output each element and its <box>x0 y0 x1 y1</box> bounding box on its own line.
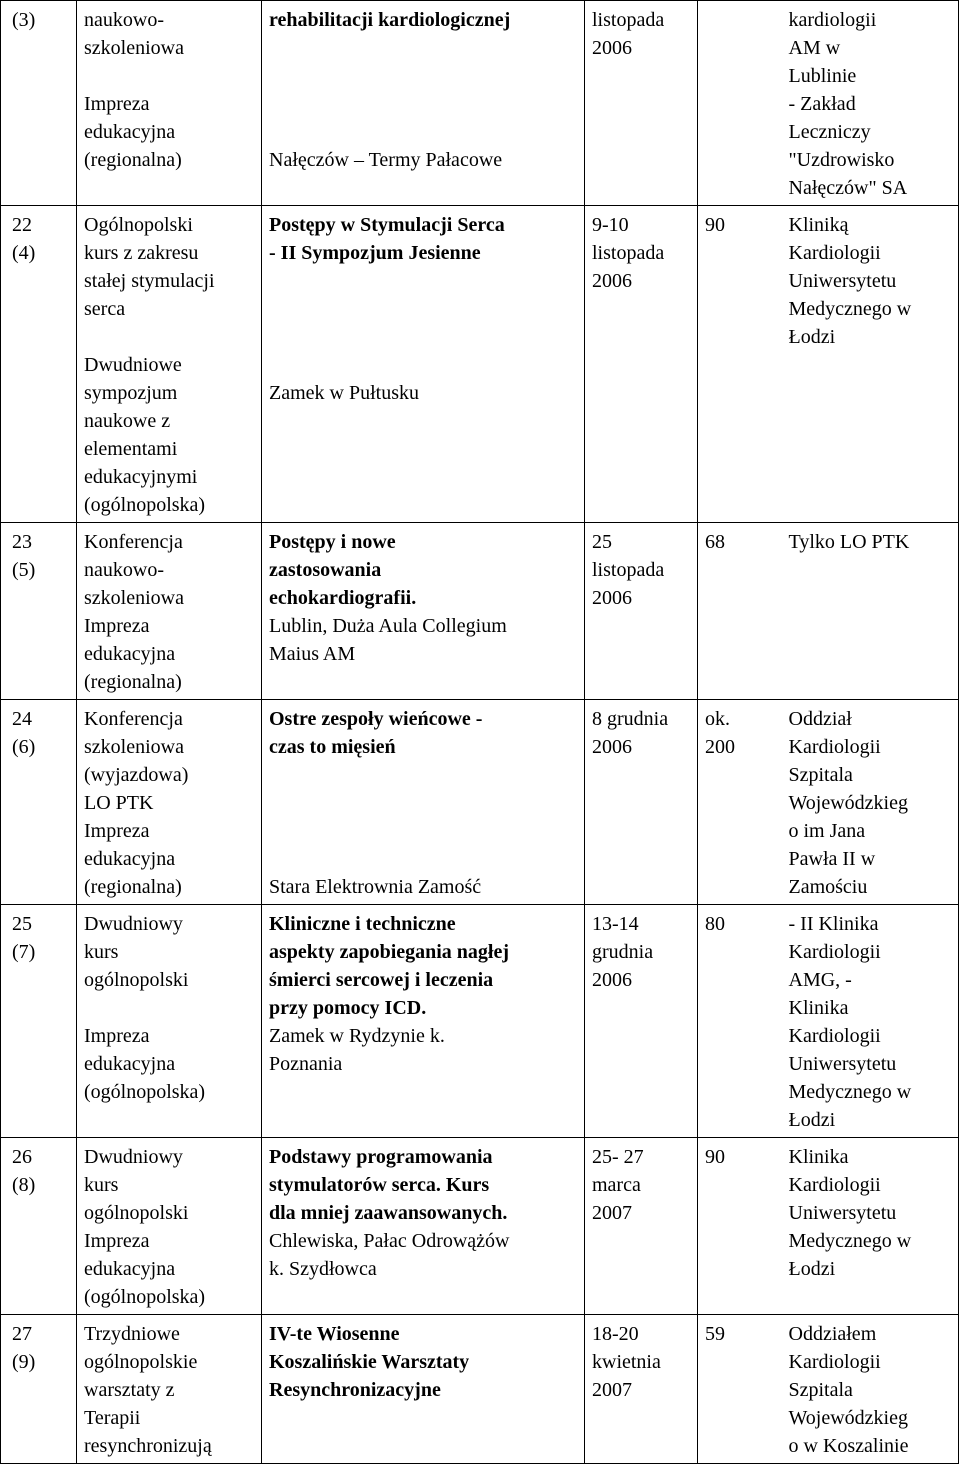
event-type: (regionalna) <box>84 671 182 693</box>
event-date: 2007 <box>592 1379 632 1401</box>
event-date: 2006 <box>592 969 632 991</box>
organizer: Tylko LO PTK <box>788 531 910 553</box>
participant-count: 80 <box>705 913 725 935</box>
event-place: k. Szydłowca <box>269 1258 377 1280</box>
event-type: (ogólnopolska) <box>84 1286 206 1308</box>
event-number: (4) <box>12 242 36 264</box>
event-number: (6) <box>12 736 36 758</box>
event-number: 27 <box>12 1323 32 1345</box>
organizer-cell <box>782 523 959 700</box>
event-type: (wyjazdowa) <box>84 764 189 786</box>
event-category: edukacyjnymi <box>84 466 198 488</box>
event-title: Koszalińskie Warsztaty <box>269 1351 470 1373</box>
participant-count: ok. 200 <box>705 708 735 758</box>
organizer: Szpitala <box>788 1379 853 1401</box>
event-type-cell <box>77 206 262 523</box>
organizer: Łodzi <box>788 326 836 348</box>
event-type: Dwudniowy <box>84 913 183 935</box>
organizer: Pawła II w <box>788 848 876 870</box>
participant-count: 90 <box>705 214 725 236</box>
organizer: kardiologii <box>788 9 877 31</box>
organizer: Leczniczy <box>788 121 871 143</box>
event-title: czas to mięsień <box>269 736 396 758</box>
organizer: Klinika <box>788 1146 849 1168</box>
organizer: Kardiologii <box>788 736 881 758</box>
organizer: Nałęczów" SA <box>788 177 908 199</box>
event-title: aspekty zapobiegania nagłej <box>269 941 510 963</box>
table-row <box>1 905 959 1138</box>
organizer: Łodzi <box>788 1109 836 1131</box>
line-spacer <box>269 789 578 817</box>
organizer: AMG, - <box>788 969 852 991</box>
event-title: Podstawy programowania <box>269 1146 493 1168</box>
line-spacer <box>269 845 578 873</box>
participant-count-cell <box>698 1138 782 1315</box>
event-type: Impreza <box>84 1230 150 1252</box>
event-type-cell <box>77 700 262 905</box>
event-date-cell <box>585 1138 698 1315</box>
organizer: Klinika <box>788 997 849 1019</box>
organizer: Szpitala <box>788 764 853 786</box>
event-place: Stara Elektrownia Zamość <box>269 876 482 898</box>
event-date: grudnia <box>592 941 654 963</box>
event-date-cell <box>585 206 698 523</box>
event-type: warsztaty z <box>84 1379 175 1401</box>
organizer: Wojewódzkieg <box>788 792 908 814</box>
line-spacer <box>269 323 578 351</box>
event-date-cell <box>585 700 698 905</box>
event-title: IV-te Wiosenne <box>269 1323 400 1345</box>
event-number-cell <box>1 523 77 700</box>
event-type: kurs <box>84 1174 119 1196</box>
participant-count: 68 <box>705 531 725 553</box>
event-date-cell <box>585 1315 698 1464</box>
event-type: ogólnopolskie <box>84 1351 198 1373</box>
event-date-cell <box>585 1 698 206</box>
event-place: Maius AM <box>269 643 356 665</box>
event-type: edukacyjna <box>84 848 176 870</box>
event-type: Terapii <box>84 1407 141 1429</box>
event-place: Lublin, Duża Aula Collegium <box>269 615 507 637</box>
organizer: Zamościu <box>788 876 868 898</box>
line-spacer <box>269 62 578 90</box>
organizer-cell <box>782 1138 959 1315</box>
participant-count-cell <box>698 1315 782 1464</box>
event-title: Ostre zespoły wieńcowe - <box>269 708 483 730</box>
event-number-cell <box>1 206 77 523</box>
event-title-cell <box>262 700 585 905</box>
events-table-body <box>1 1 959 1464</box>
event-date-cell <box>585 905 698 1138</box>
event-place: Chlewiska, Pałac Odrowążów <box>269 1230 510 1252</box>
organizer: Medycznego w <box>788 1230 912 1252</box>
event-title: stymulatorów serca. Kurs <box>269 1174 490 1196</box>
event-title: śmierci sercowej i leczenia <box>269 969 494 991</box>
organizer: "Uzdrowisko <box>788 149 895 171</box>
event-type: Trzydniowe <box>84 1323 180 1345</box>
event-date: 8 grudnia <box>592 708 669 730</box>
event-date: 25- 27 <box>592 1146 644 1168</box>
event-title-cell <box>262 905 585 1138</box>
event-number: (3) <box>12 9 36 31</box>
event-number: 26 <box>12 1146 32 1168</box>
organizer: Kardiologii <box>788 941 881 963</box>
event-type: Impreza <box>84 615 150 637</box>
event-place: Zamek w Pułtusku <box>269 382 419 404</box>
event-category: naukowe z <box>84 410 171 432</box>
event-type: serca <box>84 298 126 320</box>
event-type: kurs z zakresu <box>84 242 199 264</box>
event-date: 13-14 <box>592 913 639 935</box>
line-spacer <box>269 90 578 118</box>
participant-count-cell <box>698 905 782 1138</box>
event-title-cell <box>262 1315 585 1464</box>
event-category: edukacyjna <box>84 121 176 143</box>
event-type: Konferencja <box>84 708 183 730</box>
line-spacer <box>84 323 255 351</box>
event-date: marca <box>592 1174 641 1196</box>
event-title: Kliniczne i techniczne <box>269 913 456 935</box>
organizer: Kardiologii <box>788 242 881 264</box>
event-date: 2006 <box>592 270 632 292</box>
event-type: szkoleniowa <box>84 37 184 59</box>
event-title: Postępy w Stymulacji Serca <box>269 214 505 236</box>
event-type: naukowo- <box>84 9 164 31</box>
table-row <box>1 700 959 905</box>
event-type-cell <box>77 905 262 1138</box>
line-spacer <box>269 34 578 62</box>
event-title: - II Sympozjum Jesienne <box>269 242 481 264</box>
event-number: (9) <box>12 1351 36 1373</box>
event-place: Nałęczów – Termy Pałacowe <box>269 149 503 171</box>
participant-count: 90 <box>705 1146 725 1168</box>
event-type: ogólnopolski <box>84 969 189 991</box>
line-spacer <box>269 761 578 789</box>
participant-count-cell <box>698 523 782 700</box>
table-row <box>1 1315 959 1464</box>
organizer: o w Koszalinie <box>788 1435 909 1457</box>
event-number: 22 <box>12 214 32 236</box>
event-type-cell <box>77 1315 262 1464</box>
table-row <box>1 1138 959 1315</box>
event-title: zastosowania <box>269 559 382 581</box>
participant-count: 59 <box>705 1323 725 1345</box>
event-type: Konferencja <box>84 531 183 553</box>
event-number: 23 <box>12 531 32 553</box>
event-type: naukowo- <box>84 559 164 581</box>
event-title: Resynchronizacyjne <box>269 1379 441 1401</box>
line-spacer <box>269 295 578 323</box>
event-place: Poznania <box>269 1053 343 1075</box>
event-category: Dwudniowe <box>84 354 182 376</box>
event-type-cell <box>77 523 262 700</box>
table-row <box>1 1 959 206</box>
line-spacer <box>269 351 578 379</box>
organizer-cell <box>782 206 959 523</box>
line-spacer <box>269 267 578 295</box>
table-row <box>1 523 959 700</box>
event-type: resynchronizują <box>84 1435 212 1457</box>
event-number: 25 <box>12 913 32 935</box>
event-category: (ogólnopolska) <box>84 494 206 516</box>
organizer-cell <box>782 700 959 905</box>
organizer: Medycznego w <box>788 1081 912 1103</box>
event-category: Impreza <box>84 93 150 115</box>
event-title: przy pomocy ICD. <box>269 997 427 1019</box>
event-type: (regionalna) <box>84 876 182 898</box>
line-spacer <box>84 62 255 90</box>
event-type: edukacyjna <box>84 1258 176 1280</box>
event-date-cell <box>585 523 698 700</box>
organizer-cell <box>782 1315 959 1464</box>
event-date: listopada <box>592 559 665 581</box>
event-title: rehabilitacji kardiologicznej <box>269 9 511 31</box>
event-type: edukacyjna <box>84 643 176 665</box>
event-title-cell <box>262 206 585 523</box>
organizer: Uniwersytetu <box>788 1053 897 1075</box>
event-type: szkoleniowa <box>84 736 184 758</box>
event-type-cell <box>77 1138 262 1315</box>
event-title: echokardiografii. <box>269 587 417 609</box>
event-date: 2006 <box>592 587 632 609</box>
organizer: - II Klinika <box>788 913 879 935</box>
organizer: - Zakład <box>788 93 856 115</box>
event-title-cell <box>262 523 585 700</box>
event-number: (8) <box>12 1174 36 1196</box>
event-category: (regionalna) <box>84 149 182 171</box>
event-category: sympozjum <box>84 382 178 404</box>
table-row <box>1 206 959 523</box>
event-date: 2006 <box>592 736 632 758</box>
event-category: edukacyjna <box>84 1053 176 1075</box>
event-number-cell <box>1 1 77 206</box>
organizer: Kliniką <box>788 214 849 236</box>
line-spacer <box>269 817 578 845</box>
participant-count-cell <box>698 206 782 523</box>
participant-count-cell <box>698 700 782 905</box>
event-type: Ogólnopolski <box>84 214 193 236</box>
event-type: ogólnopolski <box>84 1202 189 1224</box>
event-title: dla mniej zaawansowanych. <box>269 1202 508 1224</box>
event-date: 25 <box>592 531 612 553</box>
organizer: Wojewódzkieg <box>788 1407 908 1429</box>
event-number-cell <box>1 1138 77 1315</box>
organizer: Oddziałem <box>788 1323 877 1345</box>
event-type-cell <box>77 1 262 206</box>
event-type: Impreza <box>84 820 150 842</box>
organizer: Uniwersytetu <box>788 270 897 292</box>
event-date: kwietnia <box>592 1351 661 1373</box>
event-title-cell <box>262 1 585 206</box>
event-category: (ogólnopolska) <box>84 1081 206 1103</box>
event-category: Impreza <box>84 1025 150 1047</box>
organizer: o im Jana <box>788 820 866 842</box>
organizer: Lublinie <box>788 65 857 87</box>
event-date: 2006 <box>592 37 632 59</box>
event-date: 18-20 <box>592 1323 639 1345</box>
event-title-cell <box>262 1138 585 1315</box>
event-number: (5) <box>12 559 36 581</box>
event-date: listopada <box>592 9 665 31</box>
event-type: kurs <box>84 941 119 963</box>
organizer: Kardiologii <box>788 1351 881 1373</box>
organizer: Łodzi <box>788 1258 836 1280</box>
event-date: 9-10 <box>592 214 629 236</box>
event-number: 24 <box>12 708 32 730</box>
organizer-cell <box>782 1 959 206</box>
event-type: szkoleniowa <box>84 587 184 609</box>
event-type: stałej stymulacji <box>84 270 215 292</box>
organizer: Kardiologii <box>788 1174 881 1196</box>
organizer: Kardiologii <box>788 1025 881 1047</box>
event-date: listopada <box>592 242 665 264</box>
event-category: elementami <box>84 438 178 460</box>
event-number-cell <box>1 1315 77 1464</box>
event-date: 2007 <box>592 1202 632 1224</box>
participant-count-cell <box>698 1 782 206</box>
event-title: Postępy i nowe <box>269 531 396 553</box>
organizer: AM w <box>788 37 841 59</box>
event-type: Dwudniowy <box>84 1146 183 1168</box>
organizer: Oddział <box>788 708 852 730</box>
event-type: LO PTK <box>84 792 154 814</box>
organizer-cell <box>782 905 959 1138</box>
event-number: (7) <box>12 941 36 963</box>
line-spacer <box>84 994 255 1022</box>
event-number-cell <box>1 905 77 1138</box>
event-place: Zamek w Rydzynie k. <box>269 1025 445 1047</box>
organizer: Uniwersytetu <box>788 1202 897 1224</box>
organizer: Medycznego w <box>788 298 912 320</box>
event-number-cell <box>1 700 77 905</box>
line-spacer <box>269 118 578 146</box>
